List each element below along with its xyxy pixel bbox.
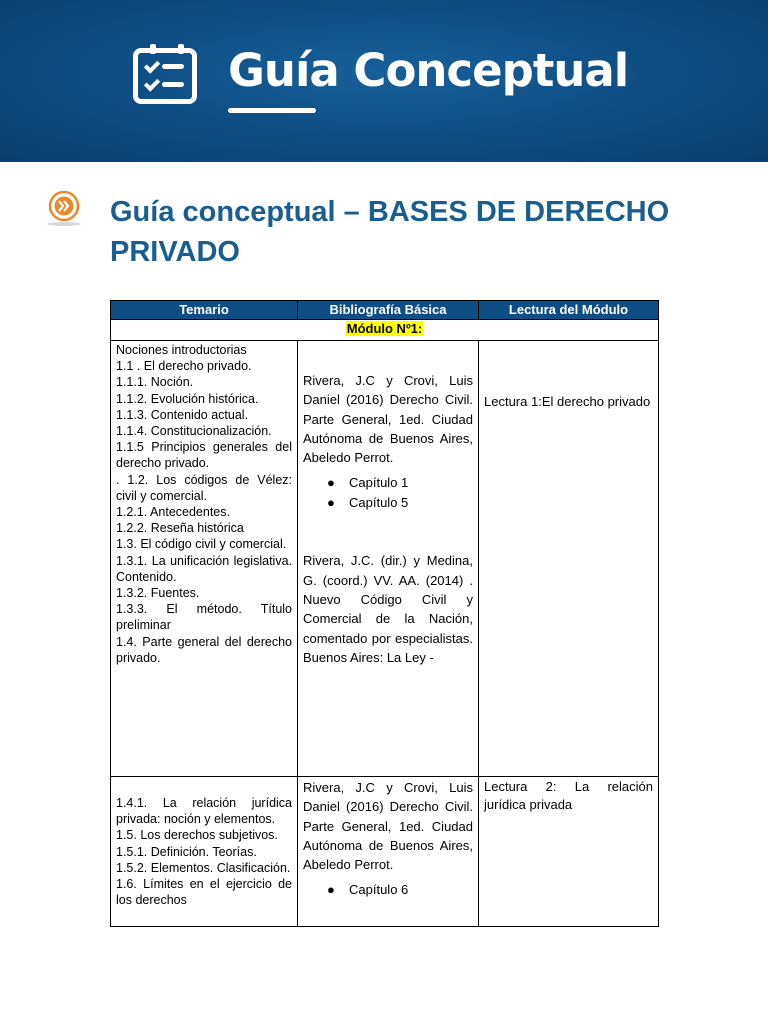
temario-item: 1.1.2. Evolución histórica. <box>116 391 259 406</box>
bibliography-entry: Rivera, J.C y Crovi, Luis Daniel (2016) Derecho Civil. Parte General, 1ed. Ciudad Autónoma de Buenos Aires, Abeledo Perrot. <box>303 373 473 466</box>
temario-item: 1.4.1. La relación jurídica privada: noción y elementos. <box>116 796 292 827</box>
column-header: Temario <box>111 301 298 320</box>
module-row <box>111 320 659 341</box>
temario-item: 1.1.1. Noción. <box>116 375 194 390</box>
temario-item: 1.3. El código civil y comercial. <box>116 537 287 552</box>
temario-item: 1.1.5 Principios generales del derecho privado. <box>116 440 292 471</box>
temario-cell <box>111 777 298 927</box>
header-banner <box>0 0 768 162</box>
bibliography-entry: Rivera, J.C y Crovi, Luis Daniel (2016) Derecho Civil. Parte General, 1ed. Ciudad Autónoma de Buenos Aires, Abeledo Perrot. <box>303 780 473 873</box>
bibliografia-cell <box>298 777 479 927</box>
syllabus-table <box>110 300 659 927</box>
module-label-cell <box>111 320 659 341</box>
list-item <box>327 473 473 493</box>
module-label: Módulo Nº1: <box>346 321 423 336</box>
lectura-label: Lectura 1:El derecho privado <box>484 394 651 409</box>
lectura-cell <box>479 777 659 927</box>
bullet-icon: ● <box>327 495 335 511</box>
banner-underline <box>228 108 316 113</box>
chapter-label: Capítulo 1 <box>349 475 409 491</box>
temario-item: 1.1.3. Contenido actual. <box>116 407 249 422</box>
bullet-icon: ● <box>327 882 335 898</box>
temario-item: 1.5. Los derechos subjetivos. <box>116 828 278 843</box>
temario-item: 1.5.1. Definición. Teorías. <box>116 844 257 859</box>
bullet-icon: ● <box>327 475 335 491</box>
table-header-row <box>111 301 659 320</box>
column-header: Lectura del Módulo <box>479 301 659 320</box>
chapter-label: Capítulo 6 <box>349 882 409 898</box>
chapter-label: Capítulo 5 <box>349 495 409 511</box>
table-row <box>111 777 659 927</box>
temario-item: 1.1.4. Constitucionalización. <box>116 424 272 439</box>
temario-item: 1.1 . El derecho privado. <box>116 359 252 374</box>
lectura-label: Lectura 2: La relación jurídica privada <box>484 779 653 812</box>
bibliography-entry: Rivera, J.C. (dir.) y Medina, G. (coord.) VV. AA. (2014) . Nuevo Código Civil y Comercial de la Nación, comentado por especialistas. Buenos Aires: La Ley - <box>303 553 473 665</box>
temario-item: 1.3.3. El método. Título preliminar <box>116 602 292 633</box>
chapter-list <box>303 473 473 513</box>
temario-item: . 1.2. Los códigos de Vélez: civil y comercial. <box>116 472 292 503</box>
temario-item: 1.2.2. Reseña histórica <box>116 521 244 536</box>
temario-cell <box>111 341 298 777</box>
temario-item: 1.3.2. Fuentes. <box>116 586 200 601</box>
bibliografia-cell <box>298 341 479 777</box>
list-item <box>327 493 473 513</box>
table-row <box>111 341 659 777</box>
temario-item: 1.4. Parte general del derecho privado. <box>116 634 292 665</box>
lectura-cell <box>479 341 659 777</box>
column-header: Bibliografía Básica <box>298 301 479 320</box>
banner-title: Guía Conceptual <box>228 44 629 97</box>
list-item <box>327 880 473 900</box>
temario-item: 1.6. Límites en el ejercicio de los derechos <box>116 877 292 908</box>
chapter-list <box>303 880 473 900</box>
temario-item: 1.2.1. Antecedentes. <box>116 505 230 520</box>
temario-item: 1.5.2. Elementos. Clasificación. <box>116 860 291 875</box>
double-chevron-right-icon <box>46 190 82 226</box>
checklist-icon <box>133 48 197 104</box>
temario-item: Nociones introductorias <box>116 343 247 357</box>
temario-item: 1.3.1. La unificación legislativa. Contenido. <box>116 553 292 584</box>
page-title: Guía conceptual – BASES DE DERECHO PRIVADO <box>110 196 670 268</box>
